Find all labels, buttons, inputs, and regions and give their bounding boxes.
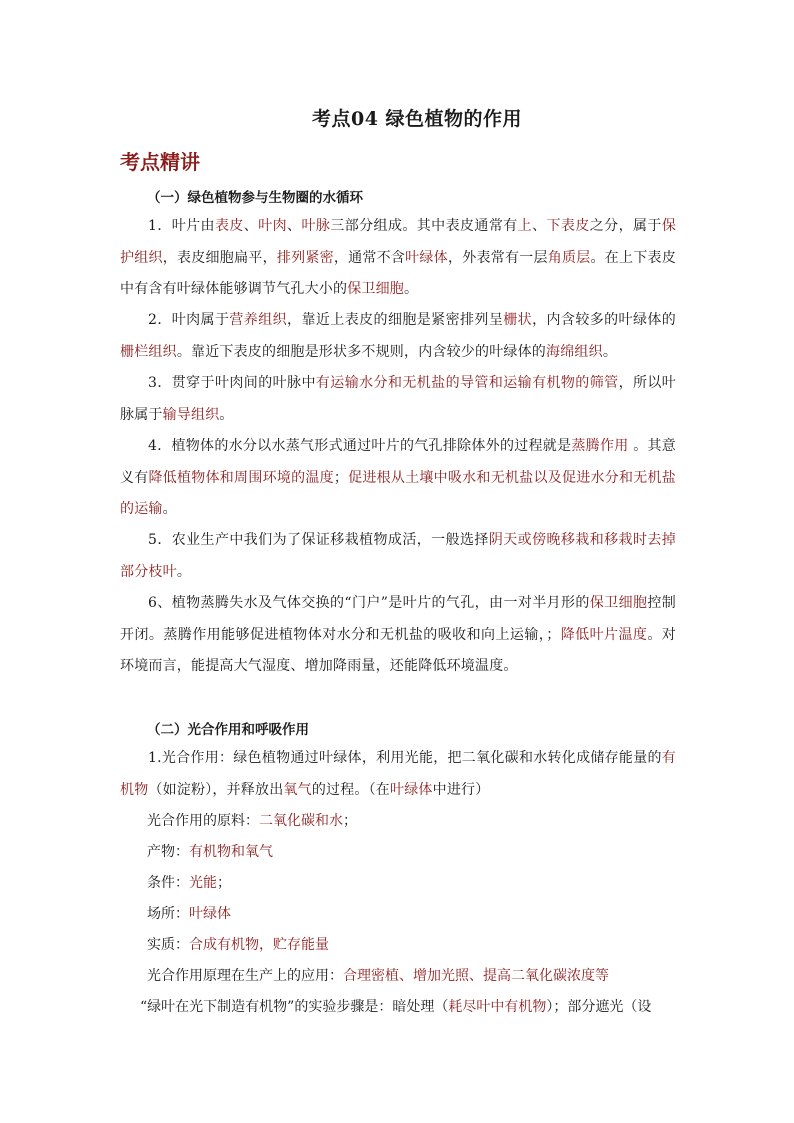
text-run: 2．叶肉属于 [148,312,230,328]
line-conditions [147,868,231,900]
subheading-water-cycle: （一）绿色植物参与生物圈的水循环 [147,190,363,206]
text-run: 中进行） [432,781,490,798]
text-run: 。 [404,281,419,297]
text-run: 、 [243,218,259,234]
highlighted-term: 海绵组织 [546,343,603,360]
text-run: （如淀粉），并释放出 [148,781,284,798]
text-run: 。其意义有 [120,438,677,486]
text-run: 3．贯穿于叶肉间的叶脉中 [148,375,316,391]
highlighted-term: 上 [517,218,533,234]
text-run: ，通常不含 [333,249,406,266]
text-run: ； [217,875,231,891]
paragraph-6 [120,588,676,683]
highlighted-term: 氧气 [283,781,312,798]
line-experiment-steps [140,992,651,1024]
highlighted-term: 保卫细胞 [589,595,648,611]
highlighted-term: 叶绿体 [189,906,231,922]
highlighted-term: 栅栏组织 [120,343,177,360]
text-run: 、 [532,218,547,234]
highlighted-term: 表皮 [214,218,244,234]
highlighted-term: 合理密植、增加光照、提高二氧化碳浓度等 [343,968,609,984]
highlighted-term: 叶绿体 [405,249,448,266]
paragraph-7 [120,743,676,806]
highlighted-term: 降低叶片温度 [560,626,648,643]
text-run: 6、植物蒸腾失水及气体交换的“门户”是叶片的气孔，由一对半月形的 [148,595,590,611]
text-run: ； [333,469,349,486]
text-run: 之分，属于 [589,218,662,234]
text-run: 、 [287,218,302,234]
highlighted-term: 合成有机物，贮存能量 [189,937,329,953]
highlighted-term: 耗尽叶中有机物 [448,999,547,1015]
text-run: ）；部分遮光（设 [546,999,652,1015]
paragraph-1 [120,211,676,306]
line-essence [147,930,329,962]
highlighted-term: 光能 [189,875,217,891]
line-location [147,899,231,931]
text-run: 。对环境而言，能提高大气湿度、增加降雨量，还能降低环境温度。 [120,626,677,674]
text-run: 。靠近下表皮的细胞是形状多不规则，内含较少的叶绿体的 [176,343,547,360]
text-run: 光合作用的原料： [147,813,259,829]
text-run: ，靠近上表皮的细胞是紧密排列呈 [287,312,504,328]
text-run: 产物： [147,844,189,860]
highlighted-term: 输导组织 [162,406,220,423]
paragraph-4 [120,431,676,526]
highlighted-term: 下表皮 [546,218,590,234]
highlighted-term: 有机物 [120,750,676,798]
text-run: ，外表常有一层 [447,249,548,266]
text-run: ； [343,813,357,829]
highlighted-term: 二氧化碳和水 [259,813,343,829]
subheading-photosynthesis: （二）光合作用和呼吸作用 [147,722,309,738]
text-run: ，表皮细胞扁平， [162,249,277,266]
text-run: 光合作用原理在生产上的应用： [147,968,343,984]
text-run: 三部分组成。其中表皮通常有 [330,218,518,234]
text-run: 场所： [147,906,189,922]
text-run: 实质： [147,937,189,953]
highlighted-term: 栅状 [503,312,533,328]
text-run: 。在上下表皮中有含有叶绿体能够调节气孔大小的 [120,249,677,297]
line-application [147,961,609,993]
highlighted-term: 叶肉 [258,218,288,234]
highlighted-term: 叶绿体 [390,781,433,798]
text-run: 4．植物体的水分以水蒸气形式通过叶片的气孔排除体外的过程就是 [148,438,572,454]
paragraph-2 [120,305,676,368]
line-products [147,837,273,869]
highlighted-term: 保护组织 [120,218,677,266]
text-run: 1.光合作用：绿色植物通过叶绿体，利用光能，把二氧化碳和水转化成储存能量的 [148,750,662,766]
highlighted-term: 有机物和氧气 [189,844,273,860]
text-run: 。 [162,501,177,517]
text-run: 。 [602,343,618,360]
highlighted-term: 有运输水分和无机盐的导管和运输有机物的筛管 [315,375,619,391]
text-run: ，所以叶脉属于 [120,375,677,423]
text-run: “绿叶在光下制造有机物”的实验步骤是：暗处理（ [140,999,449,1015]
line-raw-materials [147,806,357,838]
text-run: 。 [176,563,192,580]
highlighted-term: 降低植物体和周围环境的温度 [148,469,334,486]
highlighted-term: 促进根从土壤中吸水和无机盐以及促进水分和无机盐的运输 [120,469,676,517]
paragraph-3 [120,368,676,431]
text-run: 控制开闭。蒸腾作用能够促进植物体对水分和无机盐的吸收和向上运输，； [120,595,676,643]
highlighted-term: 阴天或傍晚移栽和移栽时去掉部分枝叶 [120,532,676,580]
paragraph-5 [120,525,676,588]
highlighted-term: 角质层 [547,249,591,266]
highlighted-term: 营养组织 [229,312,288,328]
highlighted-term: 排列紧密 [276,249,334,266]
highlighted-term: 蒸腾作用 [571,438,629,454]
section-heading: 考点精讲 [120,150,200,174]
text-run: 的过程。（在 [311,781,391,798]
text-run: 条件： [147,875,189,891]
highlighted-term: 保卫细胞 [347,281,405,297]
text-run: ，内含较多的叶绿体的 [532,312,676,328]
text-run: 1．叶片由 [148,218,215,234]
text-run: 。 [219,406,234,423]
text-run: 5．农业生产中我们为了保证移栽植物成活，一般选择 [148,532,489,548]
highlighted-term: 叶脉 [301,218,331,234]
page-title: 考点04 绿色植物的作用 [311,108,523,130]
